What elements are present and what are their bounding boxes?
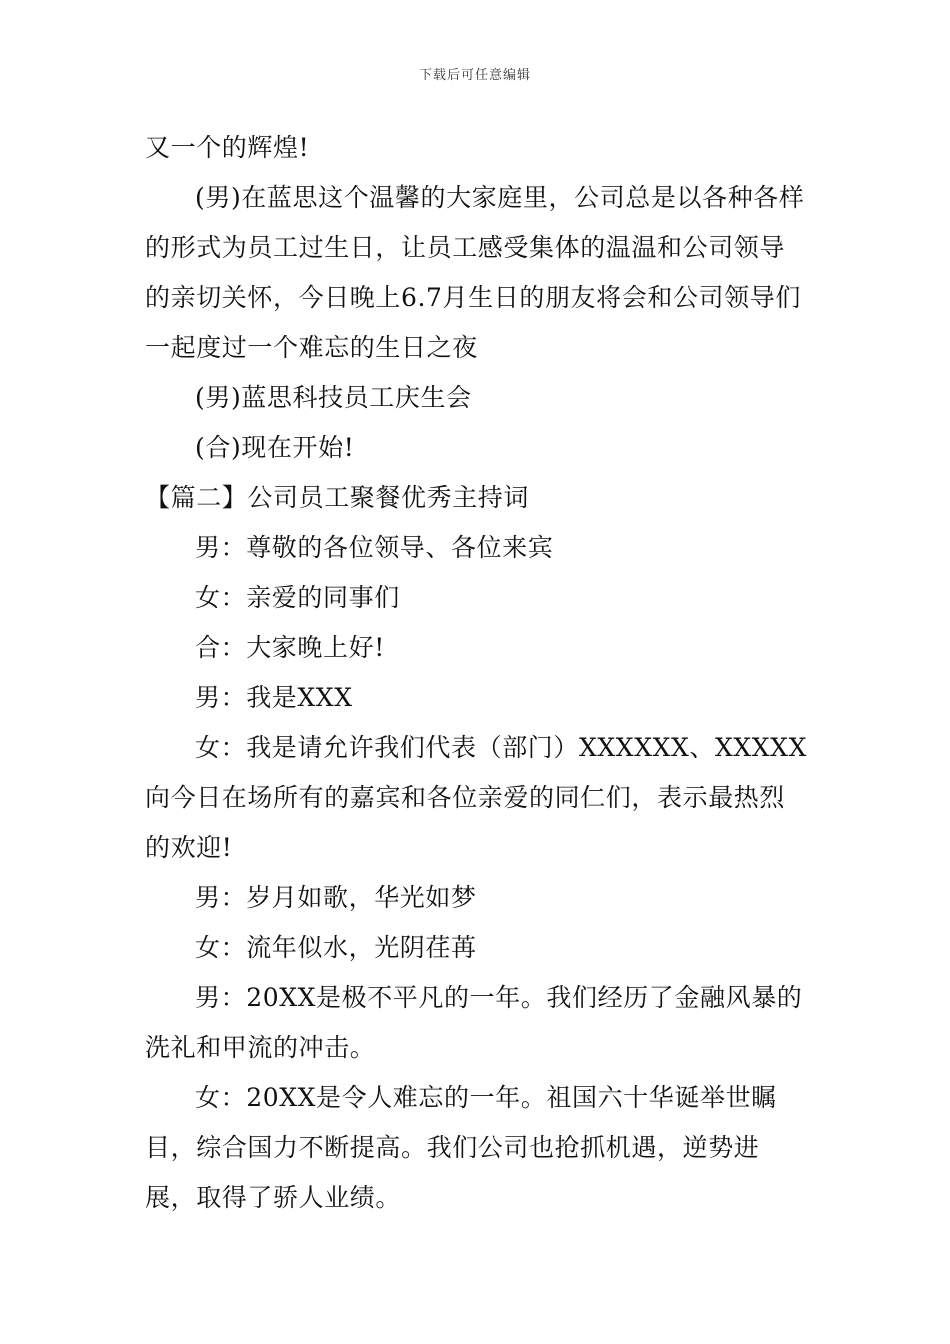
paragraph-9: 男：我是XXX [195,683,353,712]
document-body [145,123,810,1223]
section-heading: 【篇二】公司员工聚餐优秀主持词 [145,483,530,512]
paragraph-3: (男)蓝思科技员工庆生会 [195,383,472,412]
paragraph-6: 男：尊敬的各位领导、各位来宾 [195,533,554,562]
paragraph-4: (合)现在开始! [195,433,355,462]
paragraph-11: 男：岁月如歌，华光如梦 [195,883,477,912]
paragraph-10: 女：我是请允许我们代表（部门）XXXXXX、XXXXX向今日在场所有的嘉宾和各位亲爱的同仁们，表示最热烈的欢迎! [145,733,807,862]
paragraph-1: 又一个的辉煌! [145,133,310,162]
paragraph-14: 女：20XX是令人难忘的一年。祖国六十华诞举世瞩目，综合国力不断提高。我们公司也抢抓机遇，逆势进展，取得了骄人业绩。 [145,1083,777,1212]
paragraph-12: 女：流年似水，光阴荏苒 [195,933,477,962]
paragraph-7: 女：亲爱的同事们 [195,583,400,612]
page-header: 下载后可任意编辑 [418,68,531,83]
paragraph-13: 男：20XX是极不平凡的一年。我们经历了金融风暴的洗礼和甲流的冲击。 [145,983,803,1062]
paragraph-2: (男)在蓝思这个温馨的大家庭里，公司总是以各种各样的形式为员工过生日，让员工感受集体的温温和公司领导的亲切关怀，今日晚上6.7月生日的朋友将会和公司领导们一起度过一个难忘的生日之夜 [145,183,805,362]
paragraph-8: 合：大家晚上好! [195,633,385,662]
